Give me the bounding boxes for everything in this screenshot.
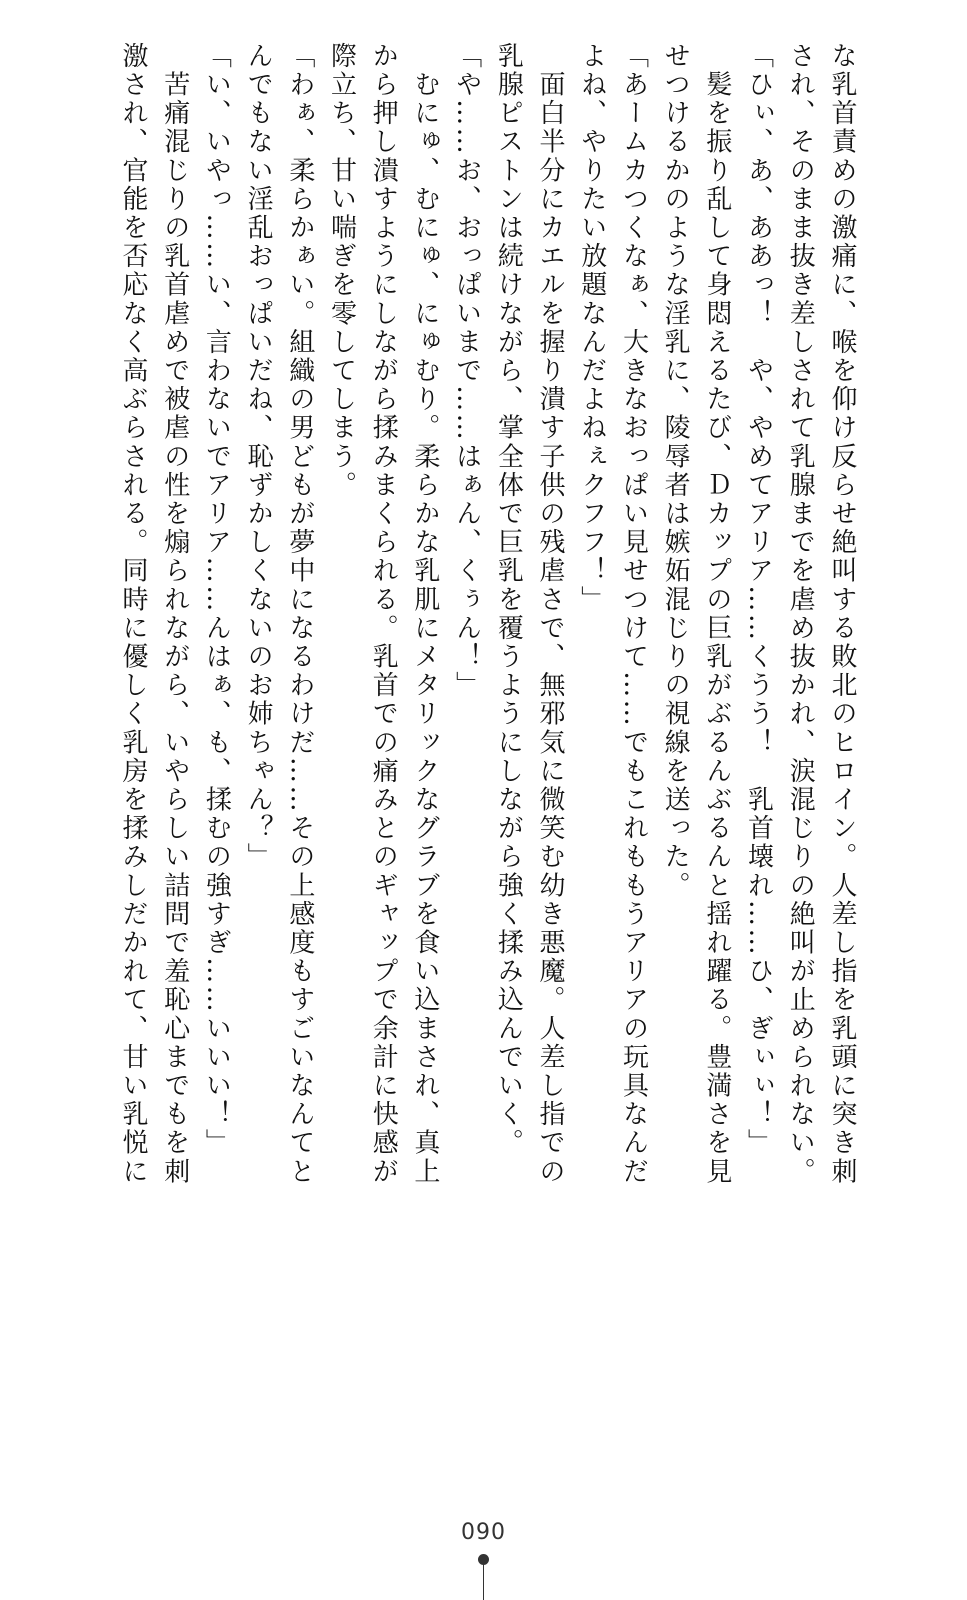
body-text (120, 42, 855, 1332)
page-marker-line (483, 1562, 485, 1600)
text-line: な乳首責めの激痛に、喉を仰け反らせ絶叫する敗北のヒロイン。人差し指を乳頭に突き刺 (826, 42, 857, 1186)
text-line: せつけるかのような淫乳に、陵辱者は嫉妬混じりの視線を送った。 (660, 42, 691, 900)
text-line: 「わぁ、柔らかぁい。組織の男どもが夢中になるわけだ……その上感度もすごいなんてと (284, 42, 315, 1186)
text-line: から押し潰すようにしながら揉みまくられる。乳首での痛みとのギャップで余計に快感が (368, 42, 399, 1186)
text-line: 面白半分にカエルを握り潰す子供の残虐さで、無邪気に微笑む幼き悪魔。人差し指での (535, 42, 566, 1186)
text-line: 「い、いやっ……い、言わないでアリア……んはぁ、も、揉むの強すぎ……いいい！」 (201, 42, 232, 1158)
text-line: 激され、官能を否応なく高ぶらされる。同時に優しく乳房を揉みしだかれて、甘い乳悦に (118, 42, 148, 1186)
text-line: 「や……お、おっぱいまで……はぁん、くぅん！」 (451, 42, 482, 700)
text-line: され、そのまま抜き差しされて乳腺までを虐め抜かれ、涙混じりの絶叫が止められない。 (785, 42, 816, 1186)
text-line: 苦痛混じりの乳首虐めで被虐の性を煽られながら、いやらしい詰問で羞恥心までもを刺 (159, 42, 190, 1186)
text-line: 「ひぃ、あ、ああっ！ や、やめてアリア……くうう！ 乳首壊れ……ひ、ぎぃぃ！」 (743, 42, 774, 1158)
text-line: むにゅ、むにゅ、にゅむり。柔らかな乳肌にメタリックなグラブを食い込まされ、真上 (409, 42, 440, 1186)
text-line: んでもない淫乱おっぱいだね、恥ずかしくないのお姉ちゃん？」 (243, 42, 274, 872)
text-line: 際立ち、甘い喘ぎを零してしまう。 (326, 42, 357, 500)
page-number: 090 (461, 1520, 506, 1545)
text-line: 髪を振り乱して身悶えるたび、Ｄカップの巨乳がぶるんぶるんと揺れ躍る。豊満さを見 (701, 42, 732, 1186)
text-line: 「あームカつくなぁ、大きなおっぱい見せつけて……でもこれももうアリアの玩具なんだ (618, 42, 649, 1186)
text-line: よね、やりたい放題なんだよねぇクフフ！」 (576, 42, 607, 614)
text-line: 乳腺ピストンは続けながら、掌全体で巨乳を覆うようにしながら強く揉み込んでいく。 (493, 42, 524, 1158)
